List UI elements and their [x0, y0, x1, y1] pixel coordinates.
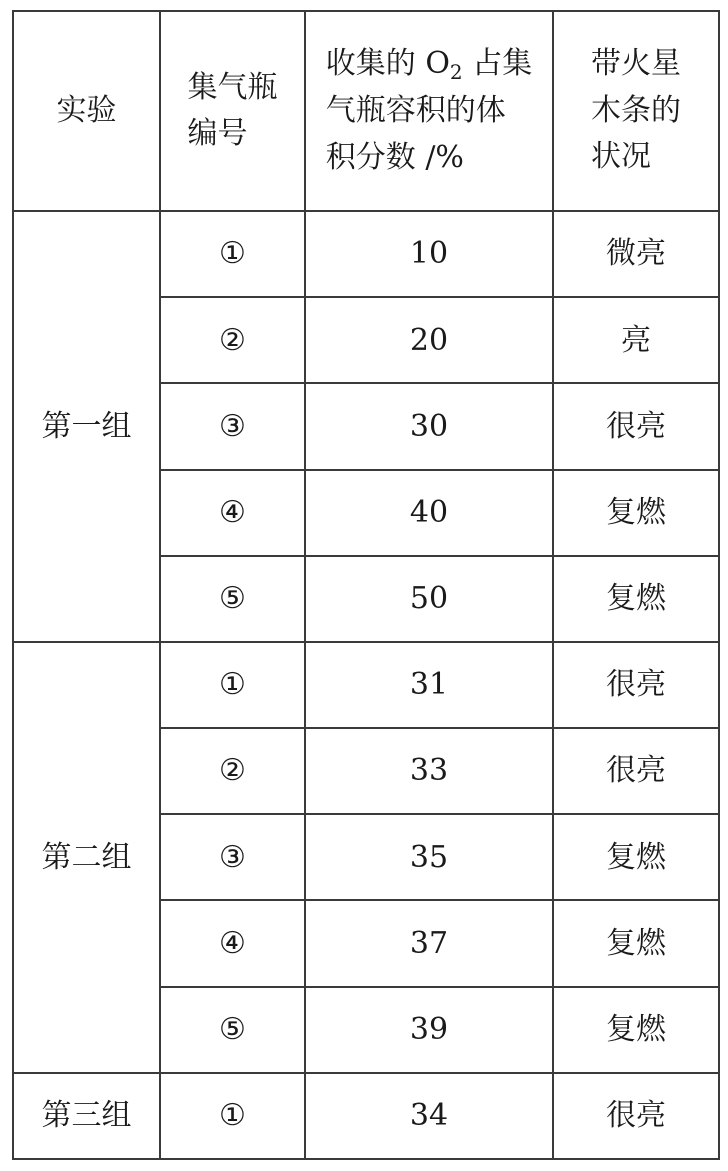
bottle-number-cell: ③ — [160, 383, 305, 469]
o2-fraction-cell: 20 — [305, 297, 553, 383]
header-bottle-number: 集气瓶 编号 — [160, 11, 305, 211]
status-cell: 复燃 — [553, 987, 719, 1073]
group-name-cell: 第一组 — [13, 211, 160, 642]
o2-fraction-cell: 33 — [305, 728, 553, 814]
bottle-number-cell: ① — [160, 1073, 305, 1159]
status-cell: 很亮 — [553, 728, 719, 814]
table-row — [13, 1073, 719, 1159]
o2-fraction-cell: 39 — [305, 987, 553, 1073]
header-o2-volume-fraction: 收集的 $O_2$ 占集 气瓶容积的体 积分数 /% — [305, 11, 553, 211]
status-cell: 很亮 — [553, 1073, 719, 1159]
o2-fraction-cell: 37 — [305, 900, 553, 986]
group-name-cell: 第二组 — [13, 642, 160, 1073]
bottle-number-cell: ① — [160, 642, 305, 728]
bottle-number-cell: ③ — [160, 814, 305, 900]
bottle-number-cell: ② — [160, 728, 305, 814]
header-experiment: 实验 — [13, 11, 160, 211]
status-cell: 复燃 — [553, 470, 719, 556]
o2-fraction-cell: 40 — [305, 470, 553, 556]
bottle-number-cell: ② — [160, 297, 305, 383]
status-cell: 微亮 — [553, 211, 719, 297]
o2-fraction-cell: 31 — [305, 642, 553, 728]
bottle-number-cell: ④ — [160, 470, 305, 556]
status-cell: 很亮 — [553, 383, 719, 469]
bottle-number-cell: ① — [160, 211, 305, 297]
bottle-number-cell: ④ — [160, 900, 305, 986]
bottle-number-cell: ⑤ — [160, 987, 305, 1073]
status-cell: 很亮 — [553, 642, 719, 728]
group-name-cell: 第三组 — [13, 1073, 160, 1159]
bottle-number-cell: ⑤ — [160, 556, 305, 642]
table-header-row — [13, 11, 719, 211]
status-cell: 复燃 — [553, 556, 719, 642]
table-row — [13, 642, 719, 728]
status-cell: 复燃 — [553, 900, 719, 986]
o2-fraction-cell: 34 — [305, 1073, 553, 1159]
status-cell: 亮 — [553, 297, 719, 383]
o2-fraction-cell: 50 — [305, 556, 553, 642]
table-row — [13, 211, 719, 297]
document-page — [12, 10, 718, 1160]
o2-fraction-cell: 10 — [305, 211, 553, 297]
status-cell: 复燃 — [553, 814, 719, 900]
experiment-table — [12, 10, 720, 1160]
o2-fraction-cell: 35 — [305, 814, 553, 900]
header-wood-stick-status: 带火星 木条的 状况 — [553, 11, 719, 211]
o2-fraction-cell: 30 — [305, 383, 553, 469]
